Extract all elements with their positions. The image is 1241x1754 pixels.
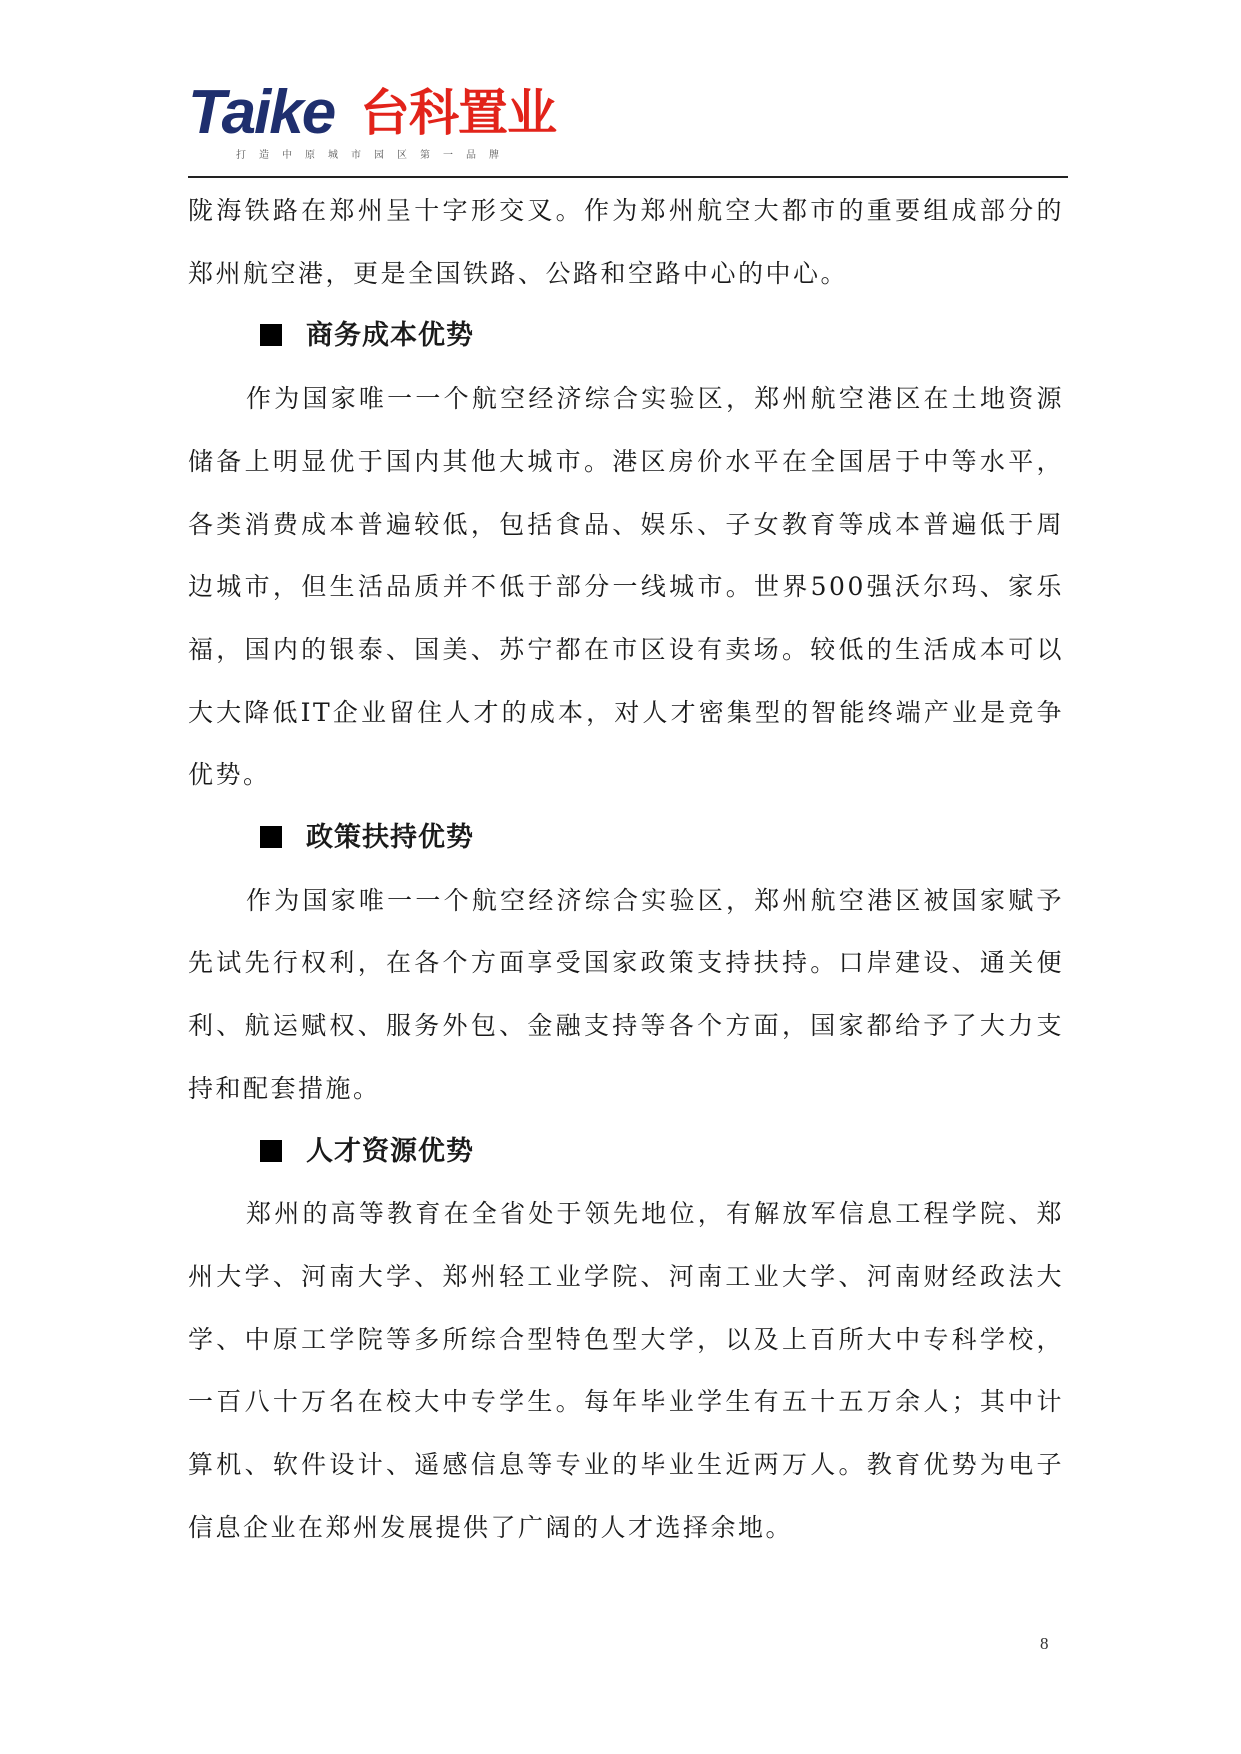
black-square-icon bbox=[260, 826, 282, 848]
logo-chinese-text: 台科置业 bbox=[360, 84, 556, 142]
black-square-icon bbox=[260, 1140, 282, 1162]
heading-text: 人才资源优势 bbox=[306, 1135, 474, 1167]
paragraph-transport: 陇海铁路在郑州呈十字形交叉。作为郑州航空大都市的重要组成部分的郑州航空港，更是全国铁路、公路和空路中心的中心。 bbox=[188, 196, 1064, 288]
header-divider bbox=[188, 176, 1068, 178]
document-body bbox=[188, 180, 1064, 1559]
page-header bbox=[188, 78, 1068, 180]
logo-latin-text: Taike bbox=[188, 78, 335, 147]
heading-text: 商务成本优势 bbox=[306, 320, 474, 352]
black-square-icon bbox=[260, 324, 282, 346]
paragraph-policy-support: 作为国家唯一一个航空经济综合实验区，郑州航空港区被国家赋予先试先行权利，在各个方面享受国家政策支持扶持。口岸建设、通关便利、航运赋权、服务外包、金融支持等各个方面，国家都给予了大力支持和配套措施。 bbox=[188, 885, 1064, 1103]
page-number: 8 bbox=[1040, 1634, 1049, 1653]
paragraph-talent-resources: 郑州的高等教育在全省处于领先地位，有解放军信息工程学院、郑州大学、河南大学、郑州轻工业学院、河南工业大学、河南财经政法大学、中原工学院等多所综合型特色型大学，以及上百所大中专科学校，一百八十万名在校大中专学生。每年毕业学生有五十五万余人；其中计算机、软件设计、遥感信息等专业的毕业生近两万人。教育优势为电子信息企业在郑州发展提供了广阔的人才选择余地。 bbox=[188, 1199, 1064, 1542]
logo-slogan: 打造中原城市园区第一品牌 bbox=[236, 150, 512, 161]
section-heading-talent-resources bbox=[188, 1121, 1064, 1184]
heading-text: 政策扶持优势 bbox=[306, 822, 474, 854]
section-heading-business-cost bbox=[188, 305, 1064, 368]
section-heading-policy-support bbox=[188, 807, 1064, 870]
paragraph-business-cost: 作为国家唯一一个航空经济综合实验区，郑州航空港区在土地资源储备上明显优于国内其他大城市。港区房价水平在全国居于中等水平，各类消费成本普遍较低，包括食品、娱乐、子女教育等成本普遍低于周边城市，但生活品质并不低于部分一线城市。世界500强沃尔玛、家乐福，国内的银泰、国美、苏宁都在市区设有卖场。较低的生活成本可以大大降低IT企业留住人才的成本，对人才密集型的智能终端产业是竞争优势。 bbox=[188, 384, 1064, 790]
